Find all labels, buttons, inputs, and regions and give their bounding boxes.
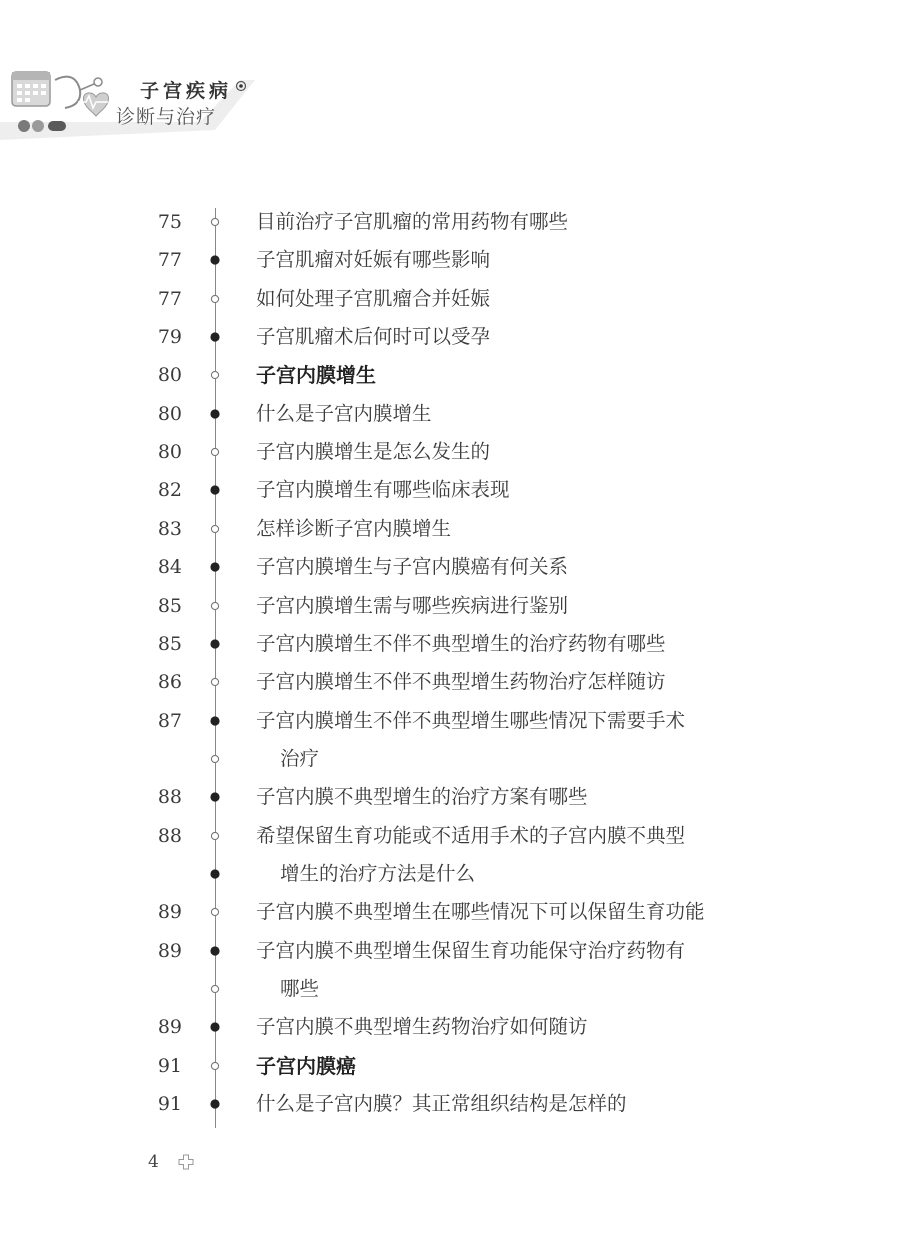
toc-row — [0, 893, 900, 931]
toc-row — [0, 625, 900, 663]
toc-row — [0, 241, 900, 279]
hollow-dot-icon — [209, 369, 221, 381]
toc-page-number: 86 — [157, 671, 182, 694]
filled-dot-icon — [209, 484, 221, 496]
toc-entry-title: 子宫内膜不典型增生在哪些情况下可以保留生育功能 — [256, 900, 705, 924]
toc-row — [0, 778, 900, 816]
toc-row — [0, 203, 900, 241]
hollow-dot-icon — [209, 216, 221, 228]
hollow-dot-icon — [209, 983, 221, 995]
toc-row — [0, 855, 900, 893]
toc-row — [0, 510, 900, 548]
hollow-dot-icon — [209, 830, 221, 842]
filled-dot-icon — [209, 561, 221, 573]
toc-entry-title: 子宫内膜增生不伴不典型增生哪些情况下需要手术 — [256, 708, 686, 732]
toc-row — [0, 702, 900, 740]
toc-page-number: 91 — [157, 1054, 182, 1077]
filled-dot-icon — [209, 1098, 221, 1110]
book-subtitle: 诊断与治疗 — [116, 106, 217, 128]
running-header — [0, 0, 900, 160]
hollow-dot-icon — [209, 446, 221, 458]
toc-page-number: 89 — [157, 901, 182, 924]
toc-page-number: 80 — [157, 364, 182, 387]
toc-entry-title: 子宫内膜增生不伴不典型增生药物治疗怎样随访 — [256, 670, 666, 694]
toc-entry-title: 子宫肌瘤对妊娠有哪些影响 — [256, 248, 491, 272]
hollow-dot-icon — [209, 293, 221, 305]
toc-row — [0, 817, 900, 855]
filled-dot-icon — [209, 868, 221, 880]
target-dot-icon — [235, 80, 247, 92]
toc-entry-title: 子宫内膜增生有哪些临床表现 — [256, 478, 510, 502]
toc-entry-title: 子宫内膜不典型增生保留生育功能保守治疗药物有 — [256, 938, 686, 962]
toc-entry-title: 增生的治疗方法是什么 — [280, 861, 476, 885]
toc-row — [0, 471, 900, 509]
filled-dot-icon — [209, 1021, 221, 1033]
toc-entry-title: 什么是子宫内膜？其正常组织结构是怎样的 — [256, 1092, 627, 1116]
toc-entry-title: 子宫内膜增生是怎么发生的 — [256, 440, 491, 464]
book-title: 子宫疾病 — [140, 80, 233, 102]
toc-page-number: 88 — [157, 824, 182, 847]
toc-row — [0, 1008, 900, 1046]
filled-dot-icon — [209, 945, 221, 957]
hollow-dot-icon — [209, 600, 221, 612]
toc-entry-title: 子宫肌瘤术后何时可以受孕 — [256, 325, 491, 349]
toc-row — [0, 548, 900, 586]
toc-entry-title: 子宫内膜增生需与哪些疾病进行鉴别 — [256, 593, 569, 617]
toc-row — [0, 318, 900, 356]
toc-page-number: 89 — [157, 1016, 182, 1039]
toc-page-number: 83 — [157, 517, 182, 540]
filled-dot-icon — [209, 254, 221, 266]
filled-dot-icon — [209, 408, 221, 420]
hollow-dot-icon — [209, 753, 221, 765]
toc-entry-title: 如何处理子宫肌瘤合并妊娠 — [256, 286, 491, 310]
toc-page-number: 84 — [157, 556, 182, 579]
toc-page-number: 75 — [157, 211, 182, 233]
toc-section-heading: 子宫内膜癌 — [256, 1053, 356, 1078]
toc-row — [0, 587, 900, 625]
toc-page-number: 80 — [157, 402, 182, 425]
toc-row — [0, 740, 900, 778]
toc-row — [0, 1085, 900, 1123]
filled-dot-icon — [209, 331, 221, 343]
hollow-dot-icon — [209, 523, 221, 535]
toc-row — [0, 970, 900, 1008]
toc-page-number: 91 — [157, 1093, 182, 1116]
filled-dot-icon — [209, 638, 221, 650]
toc-page-number: 87 — [157, 709, 182, 732]
toc-row — [0, 395, 900, 433]
toc-page-number: 85 — [157, 632, 182, 655]
toc-entry-title: 子宫内膜增生与子宫内膜癌有何关系 — [256, 555, 569, 579]
toc-entry-title: 子宫内膜不典型增生药物治疗如何随访 — [256, 1015, 588, 1039]
toc-page-number: 77 — [157, 249, 182, 272]
toc-page-number: 79 — [157, 326, 182, 349]
plus-outline-icon — [178, 1154, 194, 1170]
toc-entry-title: 目前治疗子宫肌瘤的常用药物有哪些 — [256, 210, 569, 233]
page-number: 4 — [148, 1152, 159, 1172]
toc-entry-title: 怎样诊断子宫内膜增生 — [256, 516, 452, 540]
toc-row — [0, 356, 900, 394]
toc-page-number: 80 — [157, 441, 182, 464]
toc-entry-title: 治疗 — [280, 746, 320, 770]
toc-entry-title: 哪些 — [280, 977, 320, 1000]
toc-page-number: 82 — [157, 479, 182, 502]
hollow-dot-icon — [209, 676, 221, 688]
toc-entry-title: 子宫内膜增生不伴不典型增生的治疗药物有哪些 — [256, 631, 666, 655]
toc-entry-title: 希望保留生育功能或不适用手术的子宫内膜不典型 — [256, 823, 686, 847]
toc-entry-title: 什么是子宫内膜增生 — [256, 401, 432, 425]
toc-row — [0, 932, 900, 970]
toc-page-number: 77 — [157, 287, 182, 310]
filled-dot-icon — [209, 791, 221, 803]
hollow-dot-icon — [209, 906, 221, 918]
toc-page-number: 88 — [157, 786, 182, 809]
hollow-dot-icon — [209, 1060, 221, 1072]
toc-row — [0, 663, 900, 701]
filled-dot-icon — [209, 715, 221, 727]
toc-row — [0, 433, 900, 471]
toc-page-number: 89 — [157, 939, 182, 962]
toc-row — [0, 1047, 900, 1085]
toc-page-number: 85 — [157, 594, 182, 617]
toc-row — [0, 280, 900, 318]
toc-section-heading: 子宫内膜增生 — [256, 363, 376, 388]
toc-entry-title: 子宫内膜不典型增生的治疗方案有哪些 — [256, 785, 588, 809]
